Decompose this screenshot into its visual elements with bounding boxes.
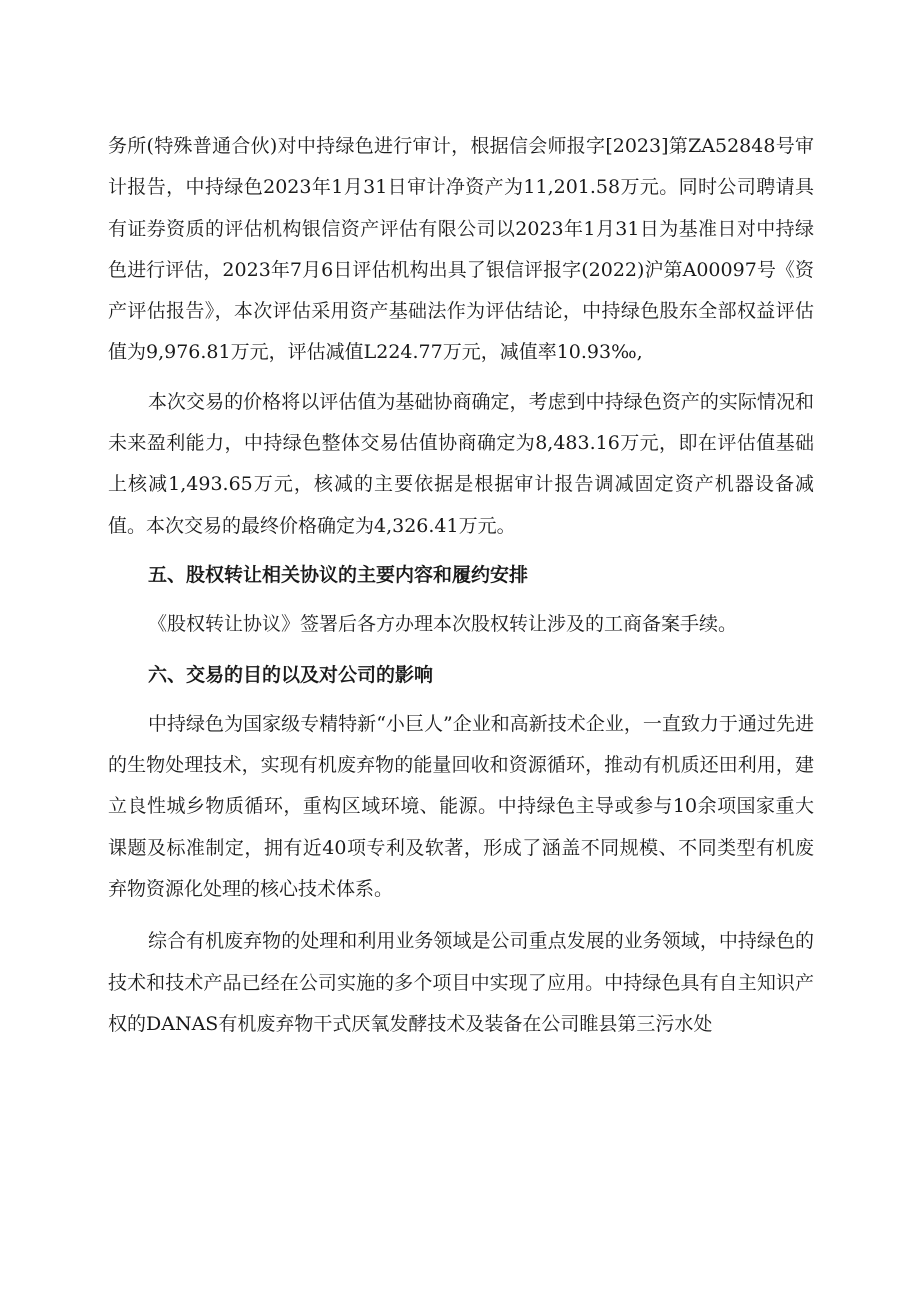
paragraph-audit-evaluation: 务所(特殊普通合伙)对中持绿色进行审计，根据信会师报字[2023]第ZA52848号审计报告，中持绿色2023年1月31日审计净资产为11,201.58万元。同时公司聘请具有证券资质的评估机构银信资产评估有限公司以2023年1月31日为基准日对中持绿色进行评估，2023年7月6日评估机构出具了银信评报字(2022)沪第A00097号《资产评估报告》，本次评估采用资产基础法作为评估结论，中持绿色股东全部权益评估值为9,976.81万元，评估减值L224.77万元，减值率10.93‰, — [108, 135, 814, 364]
paragraph-agreement-registration: 《股权转让协议》签署后各方办理本次股权转让涉及的工商备案手续。 — [148, 613, 738, 636]
paragraph-business-application: 综合有机废弃物的处理和利用业务领域是公司重点发展的业务领域，中持绿色的技术和技术产品已经在公司实施的多个项目中实现了应用。中持绿色具有自主知识产权的DANAS有机废弃物干式厌氧发酵技术及装备在公司睢县第三污水处 — [108, 930, 814, 1035]
paragraph-company-profile: 中持绿色为国家级专精特新“小巨人”企业和高新技术企业，一直致力于通过先进的生物处理技术，实现有机废弃物的能量回收和资源循环，推动有机质还田利用，建立良性城乡物质循环，重构区域环境、能源。中持绿色主导或参与10余项国家重大课题及标准制定，拥有近40项专利及软著，形成了涵盖不同规模、不同类型有机废弃物资源化处理的核心技术体系。 — [108, 712, 814, 901]
section-six-heading: 六、交易的目的以及对公司的影响 — [148, 663, 434, 686]
section-five-heading: 五、股权转让相关协议的主要内容和履约安排 — [148, 563, 529, 586]
paragraph-transaction-price: 本次交易的价格将以评估值为基础协商确定，考虑到中持绿色资产的实际情况和未来盈利能力，中持绿色整体交易估值协商确定为8,483.16万元，即在评估值基础上核减1,493.65万元，核减的主要依据是根据审计报告调减固定资产机器设备减值。本次交易的最终价格确定为4,326.41万元。 — [108, 390, 814, 537]
document-body — [108, 126, 814, 1045]
